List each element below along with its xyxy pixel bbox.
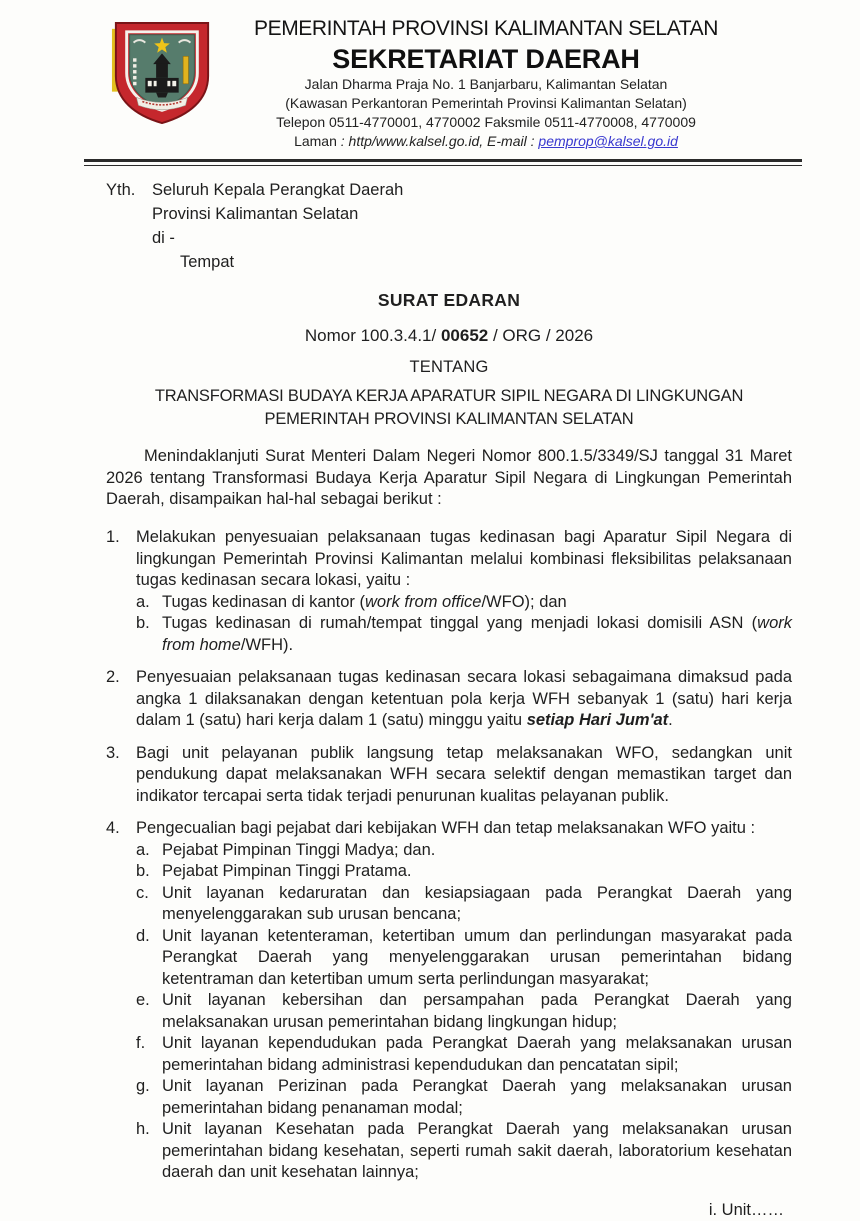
list-item-body [162,883,792,926]
recipient-block [106,178,792,274]
address-line-1: Jalan Dharma Praja No. 1 Banjarbaru, Kalimantan Selatan [214,75,758,94]
text-segment: . [668,711,673,729]
text-segment: /WFO); dan [481,593,566,611]
text-segment: work from office [365,593,481,611]
list-item-marker: f. [136,1033,162,1076]
email-link[interactable]: pemprop@kalsel.go.id [538,133,678,149]
recipient-lines [152,178,403,274]
list-item-marker: 2. [106,667,136,732]
list-item-body [136,743,792,808]
number-prefix: Nomor 100.3.4.1/ [305,326,441,345]
text-segment: Unit layanan kebersihan dan persampahan pada Perangkat Daerah yang melaksanakan urusan pemerintahan bidang lingkungan hidup; [162,991,792,1031]
list-item-text [136,818,792,840]
number-value: 00652 [441,326,488,345]
list-subitem [136,613,792,656]
subject-title: TRANSFORMASI BUDAYA KERJA APARATUR SIPIL NEGARA DI LINGKUNGAN PEMERINTAH PROVINSI KALIMANTAN SELATAN [106,385,792,431]
list-item-text [136,527,792,592]
list-item-text [162,840,792,862]
text-segment: Pengecualian bagi pejabat dari kebijakan WFH dan tetap melaksanakan WFO yaitu : [136,819,755,837]
letterhead-divider [84,159,802,166]
list-item [106,743,792,808]
web-value: : http/www.kalsel.go.id, E-mail : [341,133,535,149]
list-item-text [162,613,792,656]
list-item-body [162,592,792,614]
provincial-emblem-logo [110,12,214,139]
text-segment: Bagi unit pelayanan publik langsung tetap melaksanakan WFO, sedangkan unit pendukung dapat melaksanakan WFH secara selektif dengan memastikan target dan indikator tercapai serta tidak terjadi penurunan kualitas pelayanan publik. [136,744,792,805]
recipient-at: di - [152,226,403,250]
list-item-marker: g. [136,1076,162,1119]
document-type: SURAT EDARAN [106,290,792,311]
address-line-2: (Kawasan Perkantoran Pemerintah Provinsi Kalimantan Selatan) [214,94,758,113]
list-subitem [136,990,792,1033]
text-segment: Unit layanan Perizinan pada Perangkat Daerah yang melaksanakan urusan pemerintahan bidang penanaman modal; [162,1077,792,1117]
text-segment: work from home [162,614,792,654]
list-item-marker: d. [136,926,162,991]
government-name: PEMERINTAH PROVINSI KALIMANTAN SELATAN [214,16,758,42]
list-item-text [136,743,792,808]
web-label: Laman [294,133,337,149]
list-subitem [136,883,792,926]
list-item [106,527,792,656]
recipient-place: Tempat [152,250,403,274]
recipient-name: Seluruh Kepala Perangkat Daerah [152,178,403,202]
list-item-body [162,613,792,656]
department-name: SEKRETARIAT DAERAH [214,43,758,75]
letterhead [106,12,792,151]
text-segment: /WFH). [241,636,293,654]
list-item-body [162,990,792,1033]
text-segment: Tugas kedinasan di kantor ( [162,593,365,611]
text-segment: Unit layanan kependudukan pada Perangkat Daerah yang melaksanakan urusan pemerintahan bidang administrasi kependudukan dan pencatatan sipil; [162,1034,792,1074]
list-subitem [136,840,792,862]
list-item-marker: 3. [106,743,136,808]
list-subitem [136,861,792,883]
recipient-honorific: Yth. [106,178,152,274]
phone-line: Telepon 0511-4770001, 4770002 Faksmile 0511-4770008, 4770009 [214,113,758,132]
text-segment: Unit layanan Kesehatan pada Perangkat Daerah yang melaksanakan urusan pemerintahan bidang kesehatan, seperti rumah sakit daerah, laboratorium kesehatan daerah dan unit kesehatan lainnya; [162,1120,792,1181]
list-item-marker: a. [136,592,162,614]
number-suffix: / ORG / 2026 [488,326,593,345]
list-subitem [136,592,792,614]
text-segment: Pejabat Pimpinan Tinggi Madya; dan. [162,841,435,859]
opening-paragraph: Menindaklanjuti Surat Menteri Dalam Negeri Nomor 800.1.5/3349/SJ tanggal 31 Maret 2026 tentang Transformasi Budaya Kerja Aparatur Sipil Negara di Lingkungan Pemerintah Daerah, disampaikan hal-hal sebagai berikut : [106,446,792,511]
list-item-text [162,1119,792,1184]
letterhead-text [214,12,792,151]
text-segment: Tugas kedinasan di rumah/tempat tinggal yang menjadi lokasi domisili ASN ( [162,614,757,632]
list-item-body [162,1119,792,1184]
list-item-marker: c. [136,883,162,926]
text-segment: Melakukan penyesuaian pelaksanaan tugas kedinasan bagi Aparatur Sipil Negara di lingkungan Pemerintah Provinsi Kalimantan melalui kombinasi fleksibilitas pelaksanaan tugas kedinasan secara lokasi, yaitu : [136,528,792,589]
document-number [106,326,792,346]
list-item-marker: h. [136,1119,162,1184]
list-item-marker: 1. [106,527,136,656]
list-item-marker: a. [136,840,162,862]
list-item-marker: 4. [106,818,136,1184]
list-item [106,818,792,1184]
about-label: TENTANG [106,358,792,377]
text-segment: Penyesuaian pelaksanaan tugas kedinasan secara lokasi sebagaimana dimaksud pada angka 1 dilaksanakan dengan ketentuan pola kerja WFH sebanyak 1 (satu) hari kerja dalam 1 (satu) hari kerja dalam 1 (satu) minggu yaitu [136,668,792,729]
list-item-body [162,1076,792,1119]
coat-of-arms-icon [110,12,214,134]
list-item-text [162,926,792,991]
list-item-body [136,667,792,732]
body-list [106,527,792,1184]
list-item [106,667,792,732]
text-segment: Pejabat Pimpinan Tinggi Pratama. [162,862,411,880]
page-catchword: i. Unit…… [106,1200,792,1221]
list-item-text [162,990,792,1033]
list-item-marker: b. [136,861,162,883]
list-subitem [136,926,792,991]
list-item-text [162,883,792,926]
list-item-body [136,818,792,1184]
recipient-region: Provinsi Kalimantan Selatan [152,202,403,226]
list-item-body [162,840,792,862]
text-segment: Unit layanan ketenteraman, ketertiban umum dan perlindungan masyarakat pada Perangkat Daerah yang menyelenggarakan urusan pemerintahan bidang ketentraman dan ketertiban umum serta perlindungan masyarakat; [162,927,792,988]
text-segment: Unit layanan kedaruratan dan kesiapsiagaan pada Perangkat Daerah yang menyelenggarakan sub urusan bencana; [162,884,792,924]
list-subitem [136,1119,792,1184]
list-subitem [136,1076,792,1119]
list-item-text [162,592,792,614]
list-item-text [162,861,792,883]
list-item-text [162,1033,792,1076]
list-subitem [136,1033,792,1076]
list-item-marker: e. [136,990,162,1033]
list-item-text [136,667,792,732]
letter-heading [106,290,792,431]
list-item-body [162,926,792,991]
text-segment: setiap Hari Jum'at [527,711,668,729]
list-item-marker: b. [136,613,162,656]
list-item-body [162,1033,792,1076]
list-item-body [136,527,792,656]
list-item-text [162,1076,792,1119]
web-line [214,132,758,151]
list-item-body [162,861,792,883]
